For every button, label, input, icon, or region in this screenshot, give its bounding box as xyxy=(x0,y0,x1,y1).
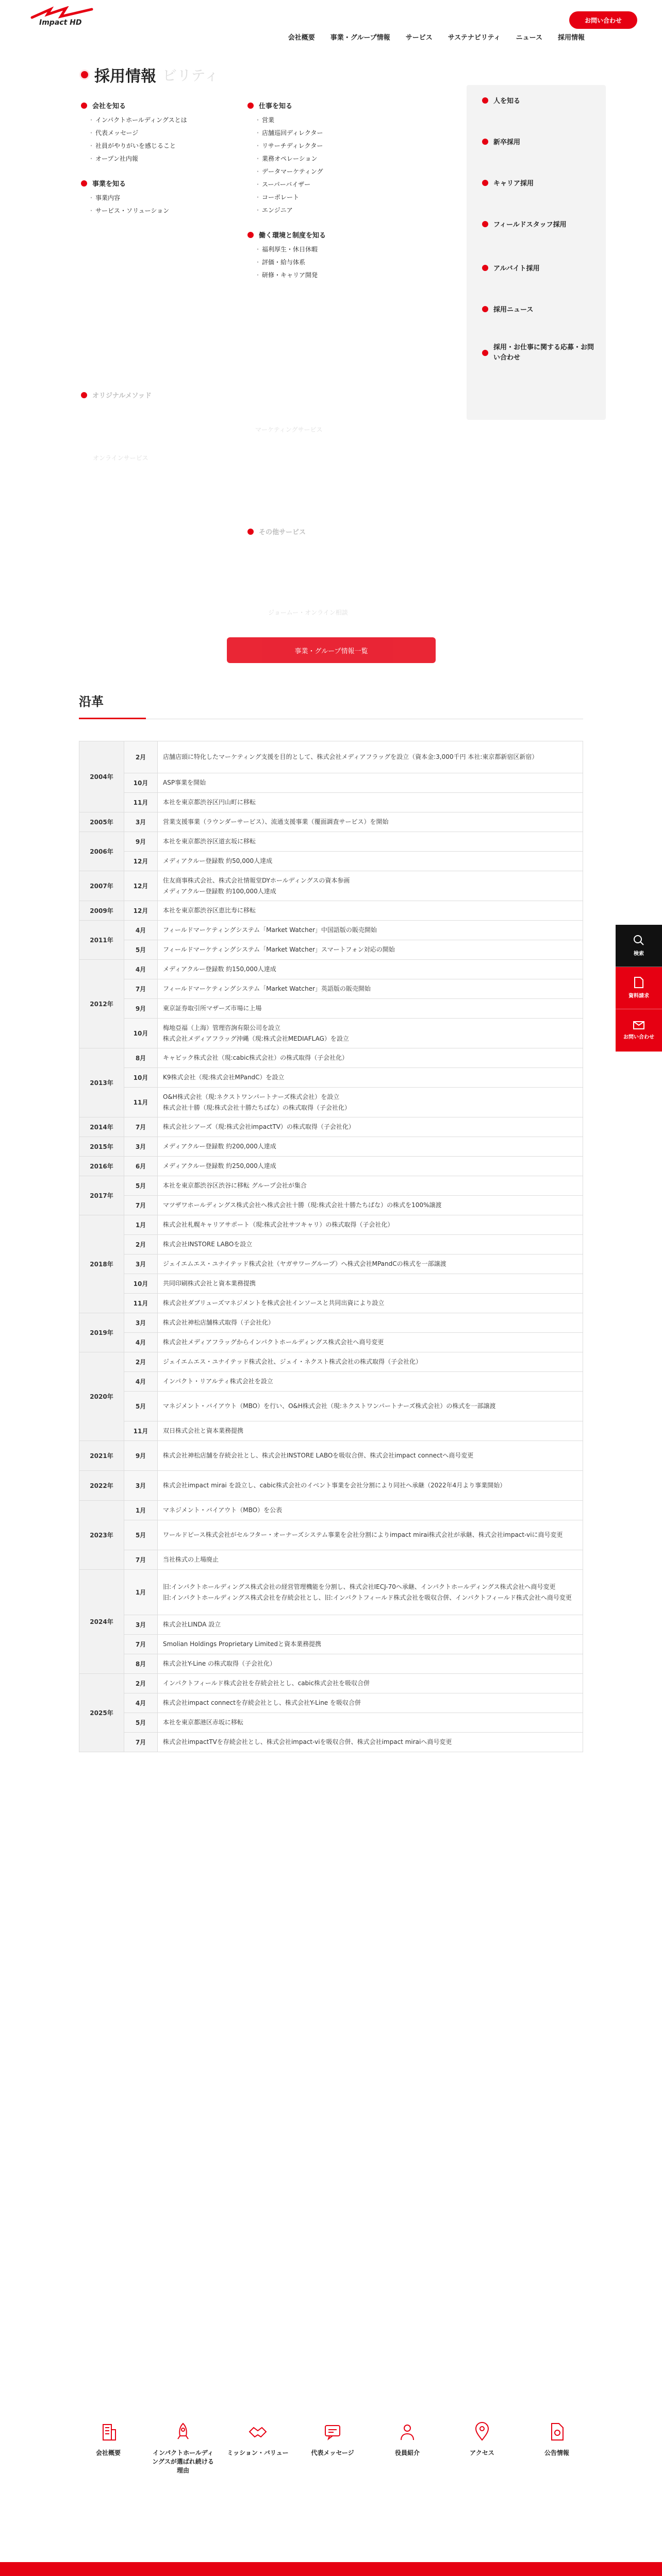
history-row xyxy=(79,1421,583,1441)
group-head: 仕事を知る xyxy=(259,103,293,110)
side-inquiry-button[interactable] xyxy=(616,1009,662,1052)
history-month: 5月 xyxy=(124,940,158,960)
history-year: 2014年 xyxy=(79,1117,124,1137)
nav-news[interactable]: ニュース xyxy=(516,34,542,42)
history-event: マネジメント・バイアウト（MBO）を行い、O&H株式会社（現:ネクストワンパートナーズ株式会社）の株式を一部譲渡 xyxy=(158,1392,583,1421)
history-event: 株式会社impactTVを存続会社とし、株式会社impact-viを吸収合併、株式会社impact miraiへ商号変更 xyxy=(158,1733,583,1752)
history-event: 株式会社シアーズ（現:株式会社impactTV）の株式取得（子会社化） xyxy=(158,1117,583,1137)
site-header xyxy=(0,0,662,42)
ghost-item: ジョームー・オンライン相談 xyxy=(268,609,348,616)
history-event: 株式会社メディアフラッグからインパクトホールディングス株式会社へ商号変更 xyxy=(158,1333,583,1352)
history-event: インパクトフィールド株式会社を存続会社とし、cabic株式会社を吸収合併 xyxy=(158,1674,583,1693)
ghost-item: オンラインサービス xyxy=(93,454,148,462)
history-month: 11月 xyxy=(124,1294,158,1313)
link-label: 採用ニュース xyxy=(493,306,534,314)
link-label: アルバイト採用 xyxy=(493,265,540,273)
mega-col-mid xyxy=(247,100,326,541)
group-method[interactable] xyxy=(81,390,187,400)
history-month: 1月 xyxy=(124,1570,158,1615)
history-event: キャビック株式会社（現:cabic株式会社）の株式取得（子会社化） xyxy=(158,1048,583,1068)
history-event: Smolian Holdings Proprietary Limitedと資本業務提携 xyxy=(158,1635,583,1654)
document-icon xyxy=(634,977,644,988)
history-row xyxy=(79,1441,583,1471)
history-month: 11月 xyxy=(124,793,158,812)
history-row xyxy=(79,1693,583,1713)
history-row xyxy=(79,901,583,921)
menu-link[interactable]: ・ 研修・キャリア開発 xyxy=(262,270,326,279)
bottom-nav-label: インパクトホールディングスが選ばれ続ける理由 xyxy=(152,2449,214,2474)
history-month: 8月 xyxy=(124,1654,158,1674)
link-career[interactable] xyxy=(482,178,534,188)
history-row xyxy=(79,1501,583,1520)
link-new-grad[interactable] xyxy=(482,137,520,146)
pin-icon xyxy=(472,2421,492,2442)
history-event: 株式会社神松店舗を存続会社とし、株式会社INSTORE LABOを吸収合併、株式会社impact connectへ商号変更 xyxy=(158,1441,583,1471)
dot-icon xyxy=(247,529,254,535)
bottom-nav-message[interactable] xyxy=(302,2421,363,2475)
history-row xyxy=(79,979,583,999)
dot-icon xyxy=(482,265,488,271)
history-table xyxy=(79,741,583,1752)
nav-sustainability[interactable]: サステナビリティ xyxy=(448,34,501,42)
history-row xyxy=(79,1352,583,1372)
history-event: メディアクルー登録数 約150,000人達成 xyxy=(158,960,583,979)
dot-icon xyxy=(482,139,488,145)
nav-business[interactable]: 事業・グループ情報 xyxy=(330,34,390,42)
menu-link[interactable]: ・ 福利厚生・休日休暇 xyxy=(262,245,326,253)
menu-link[interactable]: ・ 店舗巡回ディレクター xyxy=(262,128,326,137)
history-month: 5月 xyxy=(124,1713,158,1733)
history-row xyxy=(79,1570,583,1615)
history-event: 株式会社札幌キャリアサポート（現:株式会社サツキャリ）の株式取得（子会社化） xyxy=(158,1215,583,1235)
side-floating-menu xyxy=(616,925,662,1052)
history-row xyxy=(79,1313,583,1333)
handshake-icon xyxy=(247,2421,268,2442)
history-year: 2022年 xyxy=(79,1471,124,1501)
link-parttime[interactable] xyxy=(482,263,540,273)
history-month: 5月 xyxy=(124,1520,158,1550)
history-event: インパクト・リアルティ株式会社を設立 xyxy=(158,1372,583,1392)
history-month: 7月 xyxy=(124,1117,158,1137)
history-row xyxy=(79,1294,583,1313)
history-event: 当社株式の上場廃止 xyxy=(158,1550,583,1570)
history-row xyxy=(79,871,583,901)
history-row xyxy=(79,1392,583,1421)
history-row xyxy=(79,1137,583,1157)
dot-icon xyxy=(482,221,488,227)
history-row xyxy=(79,1520,583,1550)
history-month: 3月 xyxy=(124,812,158,832)
group-environment[interactable] xyxy=(247,230,326,240)
menu-link[interactable]: ・ 業務オペレーション xyxy=(262,154,326,163)
history-month: 5月 xyxy=(124,1392,158,1421)
history-row xyxy=(79,1471,583,1501)
bottom-nav-mission[interactable] xyxy=(227,2421,289,2475)
mega-title-text: 採用情報 xyxy=(94,67,156,86)
menu-link[interactable]: ・ 社員がやりがいを感じること xyxy=(95,141,187,150)
history-month: 6月 xyxy=(124,1157,158,1176)
history-event: メディアクルー登録数 約250,000人達成 xyxy=(158,1157,583,1176)
mail-icon xyxy=(633,1021,644,1029)
group-business[interactable] xyxy=(81,178,187,188)
history-month: 3月 xyxy=(124,1255,158,1274)
link-apply[interactable] xyxy=(482,343,595,363)
link-label: 人を知る xyxy=(493,97,521,105)
nav-recruit[interactable]: 採用情報 xyxy=(557,34,585,42)
history-row xyxy=(79,832,583,852)
menu-link[interactable]: ・ オープン社内報 xyxy=(95,154,187,163)
title-dot-icon xyxy=(81,71,88,78)
dot-icon xyxy=(81,103,87,109)
history-event: フィールドマーケティングシステム「Market Watcher」中国語版の販売開始 xyxy=(158,921,583,940)
group-head: その他サービス xyxy=(259,529,306,536)
history-row xyxy=(79,812,583,832)
history-month: 3月 xyxy=(124,1615,158,1635)
history-month: 8月 xyxy=(124,1048,158,1068)
mega-title-ghost: ビリティ xyxy=(162,67,219,84)
history-event: マツザワホールディングス株式会社へ株式会社十勝（現:株式会社十勝たちばな）の株式を100%譲渡 xyxy=(158,1196,583,1215)
menu-link[interactable]: ・ サービス・ソリューション xyxy=(95,206,187,215)
history-month: 7月 xyxy=(124,1733,158,1752)
history-event: フィールドマーケティングシステム「Market Watcher」英語版の販売開始 xyxy=(158,979,583,999)
history-month: 11月 xyxy=(124,1088,158,1117)
history-year: 2012年 xyxy=(79,960,124,1048)
history-year: 2009年 xyxy=(79,901,124,921)
group-head: 事業を知る xyxy=(92,180,126,188)
side-label: 検索 xyxy=(634,951,644,957)
history-month: 12月 xyxy=(124,852,158,871)
history-event: 梅地亞福（上海）管理咨詢有限公司を設立 株式会社メディアフラッグ沖縄（現:株式会社MEDIAFLAG）を設立 xyxy=(158,1019,583,1048)
group-head: 会社を知る xyxy=(92,103,126,110)
dot-icon xyxy=(247,103,254,109)
menu-link[interactable]: ・ データマーケティング xyxy=(262,167,326,176)
bottom-nav-reason[interactable] xyxy=(152,2421,214,2475)
history-row xyxy=(79,1019,583,1048)
chat-icon xyxy=(322,2421,343,2442)
group-head: 働く環境と制度を知る xyxy=(259,232,326,240)
history-year: 2006年 xyxy=(79,832,124,871)
side-label: お問い合わせ xyxy=(623,1034,654,1040)
ghost-item: マーケティングサービス xyxy=(255,426,323,433)
link-people[interactable] xyxy=(482,95,520,105)
history-month: 9月 xyxy=(124,1441,158,1471)
history-month: 4月 xyxy=(124,960,158,979)
history-event: 双日株式会社と資本業務提携 xyxy=(158,1421,583,1441)
history-row xyxy=(79,1674,583,1693)
history-row xyxy=(79,999,583,1019)
history-month: 7月 xyxy=(124,1550,158,1570)
history-event: ASP事業を開始 xyxy=(158,773,583,793)
menu-link[interactable]: ・ インパクトホールディングスとは xyxy=(95,115,187,124)
history-event: 東京証券取引所マザーズ市場に上場 xyxy=(158,999,583,1019)
history-month: 3月 xyxy=(124,1313,158,1333)
menu-link[interactable]: ・ 評価・給与体系 xyxy=(262,258,326,266)
history-row xyxy=(79,1372,583,1392)
group-work[interactable] xyxy=(247,100,326,110)
history-row xyxy=(79,1635,583,1654)
dot-icon xyxy=(247,232,254,238)
bottom-nav-notice[interactable] xyxy=(526,2421,588,2475)
global-nav xyxy=(288,32,585,42)
history-row xyxy=(79,1255,583,1274)
svg-text:Impact HD: Impact HD xyxy=(39,19,82,27)
history-month: 2月 xyxy=(124,1674,158,1693)
dot-icon xyxy=(482,306,488,312)
mega-col-left xyxy=(81,100,187,405)
group-company[interactable] xyxy=(81,100,187,110)
history-month: 4月 xyxy=(124,1693,158,1713)
history-row xyxy=(79,1176,583,1196)
history-event: 株式会社ダブリューズマネジメントを株式会社インソースと共同出資により設立 xyxy=(158,1294,583,1313)
history-row xyxy=(79,1068,583,1088)
history-event: 本社を東京都渋谷区円山町に移転 xyxy=(158,793,583,812)
history-month: 2月 xyxy=(124,1235,158,1255)
history-row xyxy=(79,940,583,960)
history-year: 2021年 xyxy=(79,1441,124,1471)
history-event: ワールドピース株式会社がセルフター・オーナーズシステム事業を会社分割によりimpact mirai株式会社が承継、株式会社impact-viに商号変更 xyxy=(158,1520,583,1550)
history-year: 2019年 xyxy=(79,1313,124,1352)
history-event: 本社を東京都渋谷区道玄坂に移転 xyxy=(158,832,583,852)
link-recruit-news[interactable] xyxy=(482,304,533,314)
heading-accent xyxy=(79,718,146,719)
history-month: 12月 xyxy=(124,871,158,901)
history-year: 2020年 xyxy=(79,1352,124,1441)
menu-link[interactable]: ・ スーパーバイザー xyxy=(262,180,326,189)
history-month: 5月 xyxy=(124,1176,158,1196)
building-icon xyxy=(98,2421,119,2442)
dot-icon xyxy=(482,180,488,186)
history-row xyxy=(79,1654,583,1674)
recruit-mega-menu xyxy=(70,54,611,580)
bottom-nav-label: 会社概要 xyxy=(95,2449,121,2456)
history-event: 株式会社LINDA 設立 xyxy=(158,1615,583,1635)
side-search-button[interactable] xyxy=(616,925,662,967)
history-month: 4月 xyxy=(124,1372,158,1392)
history-row xyxy=(79,793,583,812)
rocket-icon xyxy=(173,2421,193,2442)
history-event: 旧:インパクトホールディングス株式会社の経営管理機能を分割し、株式会社IECJ-70へ承継、インパクトホールディングス株式会社へ商号変更 旧:インパクトホールディングス株式会社を存続会社とし、旧:インパクトフィールド株式会社を吸収合併、インパクトフィールド株式会社へ商号変更 xyxy=(158,1570,583,1615)
history-month: 3月 xyxy=(124,1137,158,1157)
dot-icon xyxy=(482,97,488,104)
history-month: 9月 xyxy=(124,999,158,1019)
history-event: 住友商事株式会社、株式会社情報堂DYホールディングスの資本参画 メディアクルー登録数 約100,000人達成 xyxy=(158,871,583,901)
history-row xyxy=(79,741,583,773)
nav-company[interactable]: 会社概要 xyxy=(288,34,315,42)
history-row xyxy=(79,1333,583,1352)
bottom-nav-officers[interactable] xyxy=(376,2421,438,2475)
history-year: 2013年 xyxy=(79,1048,124,1117)
dot-icon xyxy=(482,350,488,356)
mega-title xyxy=(81,63,219,86)
history-month: 1月 xyxy=(124,1215,158,1235)
nav-service[interactable]: サービス xyxy=(405,34,433,42)
link-label: キャリア採用 xyxy=(493,180,534,188)
history-event: フィールドマーケティングシステム「Market Watcher」スマートフォン対応の開始 xyxy=(158,940,583,960)
history-event: 株式会社impact connectを存続会社とし、株式会社Y-Line を吸収合併 xyxy=(158,1693,583,1713)
bottom-nav-label: 代表メッセージ xyxy=(311,2449,354,2456)
history-month: 2月 xyxy=(124,1352,158,1372)
history-year: 2023年 xyxy=(79,1501,124,1570)
history-event: 本社を東京都渋谷区渋谷に移転 グループ会社が集合 xyxy=(158,1176,583,1196)
bottom-nav-label: アクセス xyxy=(470,2449,494,2456)
side-material-button[interactable] xyxy=(616,967,662,1009)
history-row xyxy=(79,921,583,940)
history-row xyxy=(79,1157,583,1176)
history-row xyxy=(79,1615,583,1635)
side-label: 資料請求 xyxy=(628,993,649,999)
history-event: 店舗店頭に特化したマーケティング支援を目的として、株式会社メディアフラッグを設立（資本金:3,000千円 本社:東京都新宿区新宿） xyxy=(158,741,583,773)
history-event: 本社を東京都渋谷区恵比寿に移転 xyxy=(158,901,583,921)
menu-link[interactable]: ・ エンジニア xyxy=(262,206,326,214)
link-label: フィールドスタッフ採用 xyxy=(493,221,567,229)
history-month: 12月 xyxy=(124,901,158,921)
history-month: 7月 xyxy=(124,979,158,999)
document-icon xyxy=(547,2421,567,2442)
history-row xyxy=(79,1235,583,1255)
history-month: 7月 xyxy=(124,1635,158,1654)
history-year: 2024年 xyxy=(79,1570,124,1674)
history-month: 1月 xyxy=(124,1501,158,1520)
menu-link[interactable]: ・ 事業内容 xyxy=(95,193,187,202)
group-head: オリジナルメソッド xyxy=(92,392,152,400)
business-list-button[interactable]: 事業・グループ情報一覧 xyxy=(227,637,436,663)
history-year: 2025年 xyxy=(79,1674,124,1752)
history-row xyxy=(79,852,583,871)
history-row xyxy=(79,1713,583,1733)
history-month: 3月 xyxy=(124,1471,158,1501)
history-row xyxy=(79,1088,583,1117)
history-year: 2011年 xyxy=(79,921,124,960)
bottom-nav-label: 役員紹介 xyxy=(394,2449,420,2456)
history-year: 2015年 xyxy=(79,1137,124,1157)
history-event: 株式会社impact mirai を設立し、cabic株式会社のイベント事業を会社分割により同社へ承継（2022年4月より事業開始） xyxy=(158,1471,583,1501)
bottom-nav-access[interactable] xyxy=(451,2421,513,2475)
history-row xyxy=(79,1733,583,1752)
history-month: 7月 xyxy=(124,1196,158,1215)
menu-link[interactable]: ・ 営業 xyxy=(262,115,326,124)
history-year: 2017年 xyxy=(79,1176,124,1215)
history-month: 10月 xyxy=(124,1068,158,1088)
history-event: 営業支援事業（ラウンダーサービス）、流通支援事業（覆面調査サービス）を開始 xyxy=(158,812,583,832)
mega-right-panel xyxy=(467,85,606,420)
history-year: 2005年 xyxy=(79,812,124,832)
history-event: O&H株式会社（現:ネクストワンパートナーズ株式会社）を設立 株式会社十勝（現:株式会社十勝たちばな）の株式取得（子会社化） xyxy=(158,1088,583,1117)
link-label: 採用・お仕事に関する応募・お問い合わせ xyxy=(493,344,594,362)
history-event: 株式会社神松店舗株式取得（子会社化） xyxy=(158,1313,583,1333)
menu-link[interactable]: ・ リサーチディレクター xyxy=(262,141,326,150)
history-month: 4月 xyxy=(124,921,158,940)
dot-icon xyxy=(81,180,87,187)
link-label: 新卒採用 xyxy=(493,139,521,146)
history-event: メディアクルー登録数 約50,000人達成 xyxy=(158,852,583,871)
history-event: 株式会社Y-Line の株式取得（子会社化） xyxy=(158,1654,583,1674)
history-event: ジェイエムエス・ユナイテッド株式会社、ジェイ・ネクスト株式会社の株式取得（子会社化） xyxy=(158,1352,583,1372)
history-event: マネジメント・バイアウト（MBO）を公表 xyxy=(158,1501,583,1520)
history-row xyxy=(79,1274,583,1294)
history-row xyxy=(79,960,583,979)
history-month: 10月 xyxy=(124,1019,158,1048)
history-month: 4月 xyxy=(124,1333,158,1352)
bottom-nav-label: 公告情報 xyxy=(544,2449,569,2456)
history-event: メディアクルー登録数 約200,000人達成 xyxy=(158,1137,583,1157)
history-year: 2004年 xyxy=(79,741,124,812)
link-field-staff[interactable] xyxy=(482,219,567,229)
history-event: 共同印刷株式会社と資本業務提携 xyxy=(158,1274,583,1294)
menu-link[interactable]: ・ 代表メッセージ xyxy=(95,128,187,137)
history-year: 2016年 xyxy=(79,1157,124,1176)
history-event: 株式会社INSTORE LABOを設立 xyxy=(158,1235,583,1255)
history-row xyxy=(79,773,583,793)
history-year: 2018年 xyxy=(79,1215,124,1313)
company-logo[interactable] xyxy=(30,6,117,27)
menu-link[interactable]: ・ コーポレート xyxy=(262,193,326,201)
history-heading: 沿革 xyxy=(79,694,104,709)
history-month: 9月 xyxy=(124,832,158,852)
history-row xyxy=(79,1550,583,1570)
contact-band xyxy=(0,2562,662,2576)
history-month: 10月 xyxy=(124,773,158,793)
bottom-nav-company[interactable] xyxy=(77,2421,139,2475)
history-month: 2月 xyxy=(124,741,158,773)
history-row xyxy=(79,1196,583,1215)
search-icon xyxy=(633,935,644,946)
history-month: 10月 xyxy=(124,1274,158,1294)
person-icon xyxy=(397,2421,418,2442)
company-bottom-nav xyxy=(77,2421,588,2475)
history-year: 2007年 xyxy=(79,871,124,901)
history-event: 本社を東京都港区赤坂に移転 xyxy=(158,1713,583,1733)
history-month: 11月 xyxy=(124,1421,158,1441)
header-contact-button[interactable]: お問い合わせ xyxy=(569,11,637,29)
group-other[interactable] xyxy=(247,527,326,536)
bottom-nav-label: ミッション・バリュー xyxy=(227,2449,289,2456)
history-row xyxy=(79,1117,583,1137)
dot-icon xyxy=(81,392,87,398)
history-event: ジェイエムエス・ユナイテッド株式会社（ヤガサワーグループ）へ株式会社MPandCの株式を一部譲渡 xyxy=(158,1255,583,1274)
history-row xyxy=(79,1048,583,1068)
history-event: K9株式会社（現:株式会社MPandC）を設立 xyxy=(158,1068,583,1088)
history-row xyxy=(79,1215,583,1235)
